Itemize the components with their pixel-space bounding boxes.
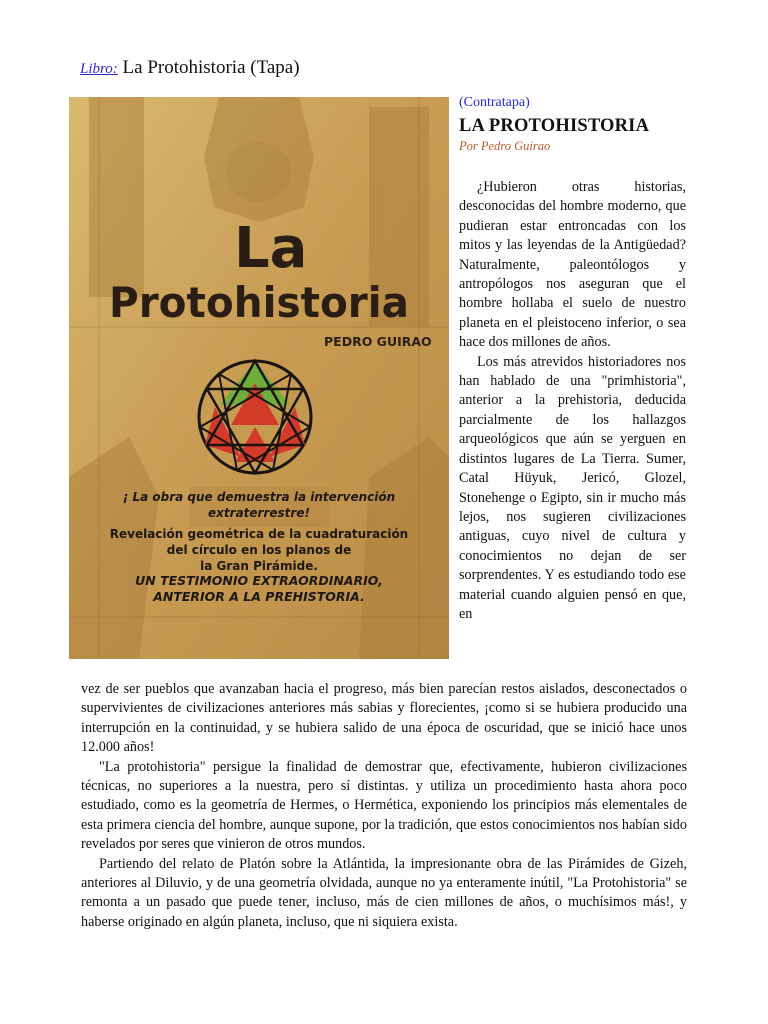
page-title: La Protohistoria (Tapa) [122, 57, 300, 78]
book-cover-image [69, 97, 449, 659]
book-link[interactable]: Libro: [80, 61, 118, 77]
page-heading [80, 56, 300, 81]
cover-title-la: La [234, 216, 308, 281]
book-author: Por Pedro Guirao [459, 139, 551, 153]
enneagram-emblem-icon [199, 361, 311, 473]
paragraph-4: Partiendo del relato de Platón sobre la Atlántida, la impresionante obra de las Pirámides de Gizeh, anteriores al Diluvio, y de una geometría olvidada, aunque no ya enteramente inútil, "La Protohistoria" se remonta a un pasado que puede tener, incluso, más de cien millones de años, o muchísimos más!, y haberse originado en algún planeta, incluso, que ni siquiera exista. [81, 855, 687, 930]
narrow-column-text [459, 178, 686, 624]
cover-tagline-3: Revelación geométrica de la cuadraturación [109, 527, 409, 541]
cover-author: PEDRO GUIRAO [324, 334, 432, 349]
paragraph-2-start: Los más atrevidos historiadores nos han hablado de una "primhistoria", anterior a la prehistoria, deducida parcialmente de los hallazgos arqueológicos que aún se yerguen en distintos lugares de La Tierra. Sumer, Catal Hüyuk, Jericó, Glozel, Stonehenge o Egipto, sin ir mucho más lejos, nos sugieren civilizaciones antiguas, cuyo nivel de cultura y conocimientos no dejan de ser sorprendentes. Y es estudiando todo ese material cuando alguien pensó en que, en [459, 353, 686, 622]
cover-tagline-2: extraterrestre! [208, 506, 310, 520]
paragraph-3: "La protohistoria" persigue la finalidad de demostrar que, efectivamente, hubieron civilizaciones técnicas, no superiores a la nuestra, pero sí distintas. y utiliza un procedimiento hasta ahora poco estudiado, como es la geometría de Hermes, o Hermética, exponiendo los principios más elementales de esta primera ciencia del hombre, aunque supone, por la tradición, que estos conocimientos nos habían sido revelados por seres que vinieron de otros mundos. [81, 758, 687, 853]
contratapa-label: (Contratapa) [459, 95, 530, 110]
paragraph-2-end: vez de ser pueblos que avanzaban hacia el progreso, más bien parecían restos aislados, desconectados o supervivientes de civilizaciones anteriores más sabias y florecientes, ¡como si se hubiera producido una interrupción en la continuidad, y se hubiera salido de una época de oscuridad, que se inició hace unos 12.000 años! [81, 681, 687, 756]
cover-tagline-4: del círculo en los planos de [166, 543, 352, 557]
full-width-text [81, 680, 687, 932]
side-header [459, 94, 686, 154]
cover-tagline-7: ANTERIOR A LA PREHISTORIA. [153, 589, 365, 604]
book-title: LA PROTOHISTORIA [459, 116, 650, 136]
cover-tagline-6: UN TESTIMONIO EXTRAORDINARIO, [135, 573, 383, 588]
cover-title-protohistoria: Protohistoria [109, 278, 409, 327]
cover-tagline-5: la Gran Pirámide. [200, 559, 318, 573]
paragraph-1: ¿Hubieron otras historias, desconocidas del hombre moderno, que pudieran estar entroncadas con los mitos y las leyendas de la Antigüedad? Naturalmente, paleontólogos y antropólogos nos aseguran que el hombre hollaba el suelo de nuestro planeta en el pleistoceno inferior, o sea hace dos millones de años. [459, 179, 686, 351]
cover-tagline-1: ¡ La obra que demuestra la intervención [122, 490, 396, 504]
